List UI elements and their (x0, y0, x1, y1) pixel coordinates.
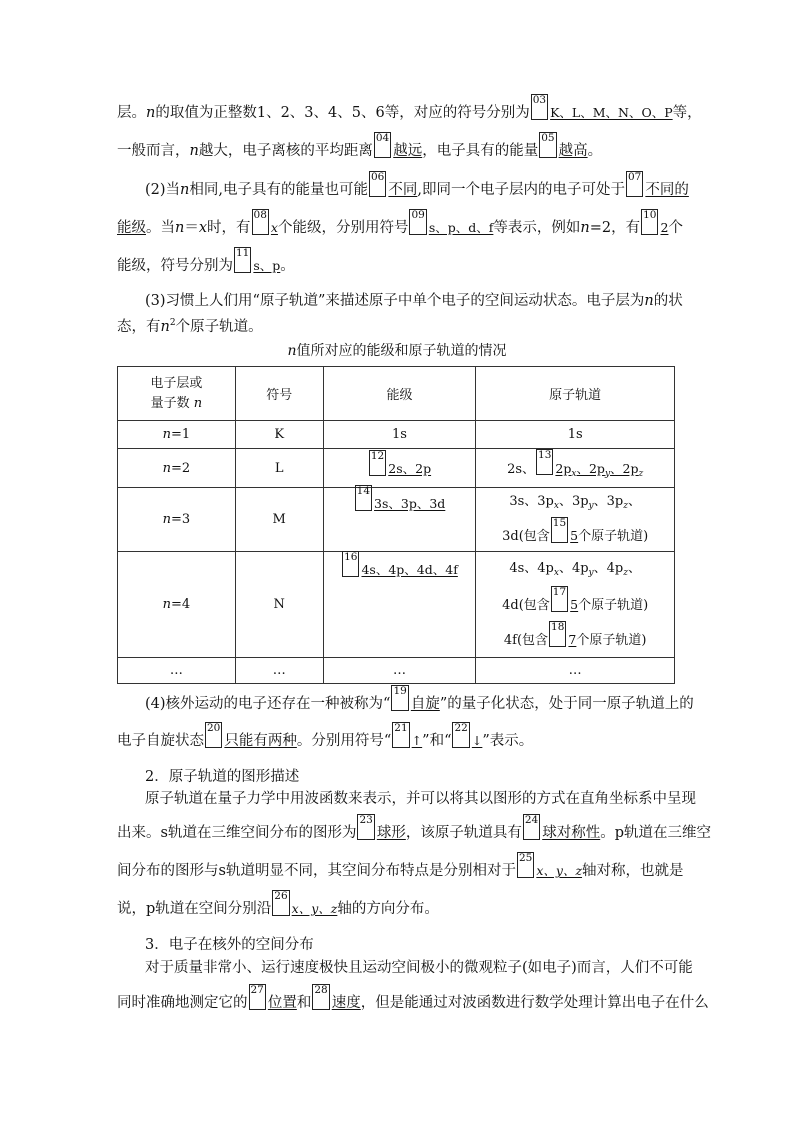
answer: s、p、d、f (428, 220, 494, 235)
answer: 不同 (388, 182, 418, 198)
blank-number: 15 (551, 517, 568, 543)
table-row: n=1 K 1s 1s (118, 421, 675, 449)
text-line: 态，有$n^2$个原子轨道。 (117, 318, 263, 335)
answer: s、p (253, 258, 281, 273)
header-cell: 符号 (235, 367, 323, 421)
blank-number: 27 (249, 984, 266, 1010)
text-line: 出来。s轨道在三维空间分布的图形为23球形，该原子轨道具有24球对称性。p轨道在三维空 (117, 814, 711, 841)
blank-number: 12 (369, 450, 386, 476)
table-row: n=4 N 164s、4p、4d、4f 4s、$4p_x$、$4p_y$、$4p_z$、 4d(包含175个原子轨道) 4f(包含187个原子轨道) (118, 552, 675, 658)
blank-number: 26 (272, 890, 289, 916)
text-line: 能级，符号分别为11s、p。 (117, 247, 295, 274)
text-line: (4)核外运动的电子还存在一种被称为“19自旋”的量子化状态，处于同一原子轨道上的 (145, 685, 694, 712)
answer: ↓ (471, 733, 483, 748)
text-line: 说，p轨道在空间分别沿26x、y、z轴的方向分布。 (117, 890, 439, 917)
answer: 越远 (393, 143, 423, 159)
table-caption: n值所对应的能级和原子轨道的情况 (287, 343, 507, 359)
text-line: 原子轨道在量子力学中用波函数来表示，并可以将其以图形的方式在直角坐标系中呈现 (145, 791, 696, 807)
blank-number: 23 (357, 814, 374, 840)
blank-number: 22 (452, 722, 469, 748)
answer: 2 (660, 220, 669, 235)
blank-number: 19 (391, 685, 408, 711)
section-heading: 2．原子轨道的图形描述 (145, 769, 300, 785)
answer: 球对称性 (542, 825, 601, 841)
answer: x、y、z (291, 901, 338, 916)
answer: 不同的 (645, 182, 689, 198)
blank-number: 05 (539, 132, 556, 158)
header-cell: 电子层或 量子数 n (118, 367, 236, 421)
blank-number: 11 (234, 247, 251, 273)
blank-number: 03 (531, 94, 548, 120)
blank-number: 21 (392, 722, 409, 748)
blank-number: 17 (551, 586, 568, 612)
header-cell: 能级 (323, 367, 476, 421)
answer: 只能有两种 (224, 733, 297, 749)
text-line: 层。n的取值为正整数1、2、3、4、5、6等，对应的符号分别为03K、L、M、N、O、P等， (117, 94, 702, 121)
table-header-row (118, 367, 675, 421)
blank-number: 07 (626, 171, 643, 197)
blank-number: 08 (252, 209, 269, 235)
blank-number: 20 (205, 722, 222, 748)
text-line: 一般而言，n越大，电子离核的平均距离04越远，电子具有的能量05越高。 (117, 132, 603, 159)
text-line: (2)当n相同,电子具有的能量也可能06不同,即同一个电子层内的电子可处于07不同的 (145, 171, 689, 198)
text-line: (3)习惯上人们用“原子轨道”来描述原子中单个电子的空间运动状态。电子层为n的状 (145, 293, 683, 309)
answer: 位置 (267, 995, 297, 1011)
text-line: 能级。当n＝x时，有08x个能级，分别用符号09s、p、d、f等表示，例如n=2，有102个 (117, 209, 683, 236)
blank-number: 06 (369, 171, 386, 197)
table-row: n=3 M 143s、3p、3d 3s、$3p_x$、$3p_y$、$3p_z$、 3d(包含155个原子轨道) (118, 488, 675, 552)
answer: K、L、M、N、O、P (550, 105, 673, 120)
blank-number: 28 (312, 984, 329, 1010)
section-heading: 3．电子在核外的空间分布 (145, 937, 314, 953)
blank-number: 18 (549, 621, 566, 647)
answer: 4s、4p、4d、4f (361, 562, 458, 577)
header-cell: 原子轨道 (476, 367, 675, 421)
blank-number: 16 (342, 551, 359, 577)
answer: x (270, 220, 278, 235)
blank-number: 14 (355, 485, 372, 511)
answer: 速度 (331, 995, 361, 1011)
answer: 自旋 (410, 696, 440, 712)
blank-number: 09 (409, 209, 426, 235)
table-row: n=2 L 122s、2p 2s、$132p_x$、$2p_y$、$2p_z$ (118, 449, 675, 488)
answer: x、y、z (536, 863, 583, 878)
answer: 球形 (376, 825, 406, 841)
energy-level-table (117, 366, 675, 684)
blank-number: 24 (523, 814, 540, 840)
blank-number: 13 (536, 449, 553, 475)
blank-number: 10 (641, 209, 658, 235)
table-row: … … … … (118, 658, 675, 684)
answer: ↑ (411, 733, 423, 748)
text-line: 同时准确地测定它的27位置和28速度，但是能通过对波函数进行数学处理计算出电子在什么 (117, 984, 709, 1011)
answer: 越高 (558, 143, 588, 159)
blank-number: 25 (517, 852, 534, 878)
answer: 2s、2p (388, 461, 432, 476)
answer: $2p_x$、$2p_y$、$2p_z$ (555, 460, 644, 479)
blank-number: 04 (374, 132, 391, 158)
text-line: 对于质量非常小、运行速度极快且运动空间极小的微观粒子(如电子)而言，人们不可能 (145, 960, 693, 976)
text-line: 间分布的图形与s轨道明显不同，其空间分布特点是分别相对于25x、y、z轴对称，也就是 (117, 852, 684, 879)
text-line: 电子自旋状态20只能有两种。分别用符号“21↑”和“22↓”表示。 (117, 722, 534, 749)
answer: 3s、3p、3d (374, 496, 446, 511)
